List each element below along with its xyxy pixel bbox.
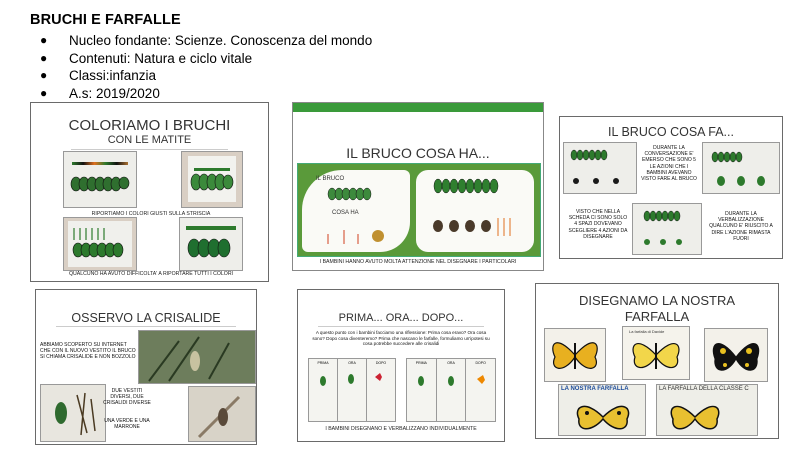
slide-caption: RIPORTIAMO I COLORI GIUSTI SULLA STRISCIA: [91, 211, 211, 217]
chrysalis-photo: [138, 330, 256, 384]
caterpillar-drawing-photo: [63, 217, 137, 271]
worksheet-photo: PRIMA ORA DOPO: [406, 358, 496, 422]
butterfly-drawing-photo: [704, 328, 768, 382]
caterpillar-drawing-photo: [63, 151, 137, 208]
worksheet-label-cosa-ha: COSA HA: [332, 210, 359, 216]
handwriting-text: LA FARFALLA DELLA CLASSE C: [659, 386, 749, 392]
butterfly-drawing-photo: [656, 384, 758, 436]
bullet-icon: ●: [40, 68, 48, 82]
info-item-nucleo: ● Nucleo fondante: Scienze. Conoscenza del mondo: [40, 33, 373, 48]
handwriting-text: LA NOSTRA FARFALLA: [561, 386, 629, 392]
slide-title: DISEGNAMO LA NOSTRA: [578, 293, 736, 308]
slide-prima-ora-dopo[interactable]: [297, 289, 505, 442]
chrysalis-photo: [188, 386, 256, 442]
page-title: BRUCHI E FARFALLE: [30, 12, 181, 28]
slide-note: DURANTE LA CONVERSAZIONE E' EMERSO CHE SONO 5 LE AZIONI CHE I BAMBINI AVEVANO VISTO FARE AL BRUCO: [641, 145, 697, 183]
slide-title: COLORIAMO I BRUCHI: [68, 117, 231, 134]
butterfly-drawing-photo: [544, 328, 606, 382]
activity-drawing-photo: [632, 203, 702, 255]
slide-title: OSSERVO LA CRISALIDE: [71, 311, 221, 325]
butterfly-drawing-photo: [622, 326, 690, 380]
slide-note: VISTO CHE NELLA SCHEDA CI SONO SOLO 4 SPAZI DOVEVANO SCEGLIERE 4 AZIONI DA DISEGNARE: [568, 209, 628, 240]
slide-title: FARFALLA: [624, 309, 690, 324]
info-list: [40, 32, 372, 102]
slide-title: IL BRUCO COSA FA...: [608, 125, 734, 139]
bullet-icon: ●: [40, 33, 48, 47]
slide-bruco-cosa-ha[interactable]: [292, 102, 544, 271]
slide-intro: A questo punto con i bambini facciamo una riflessione: Prima cosa eravo? Ora cosa sono? Dopo cosa diventeremo? Prima che nascano le farfalle, formuliamo un'ipotesi su cosa potrebbe succedere alle crisalidi: [312, 330, 490, 347]
info-item-classi: ● Classi:infanzia: [40, 68, 157, 83]
slide-osservo-crisalide[interactable]: [35, 289, 257, 445]
slide-subtitle: CON LE MATITE: [107, 134, 192, 146]
worksheet-photo: [297, 163, 541, 257]
slide-disegnamo-farfalla[interactable]: [535, 283, 779, 439]
bullet-icon: ●: [40, 50, 48, 65]
slide-note: DURANTE LA VERBALIZZAZIONE QUALCUNO E' RIUSCITO A DIRE L'AZIONE RIMASTA FUORI: [709, 211, 773, 242]
bullet-icon: ●: [40, 85, 48, 100]
handwriting-text: La farfalla di Davide: [629, 329, 665, 334]
slide-caption: I BAMBINI DISEGNANO E VERBALIZZANO INDIVIDUALMENTE: [325, 426, 477, 432]
slide-title: PRIMA... ORA... DOPO...: [338, 312, 464, 324]
slide-caption: QUALCUNO HA AVUTO DIFFICOLTA' A RIPORTARE TUTTI I COLORI: [68, 271, 234, 277]
slide-text: ABBIAMO SCOPERTO SU INTERNET CHE CON IL NUOVO VESTITO IL BRUCO SI CHIAMA CRISALIDE E NON BOZZOLO: [40, 342, 136, 361]
slide-caption: I BAMBINI HANNO AVUTO MOLTA ATTENZIONE NEL DISEGNARE I PARTICOLARI: [319, 259, 517, 265]
activity-drawing-photo: [702, 142, 780, 194]
info-item-anno: ● A.s: 2019/2020: [40, 85, 160, 101]
slide-bruco-cosa-fa[interactable]: [559, 116, 783, 259]
caterpillar-drawing-photo: [179, 217, 243, 271]
worksheet-photo: PRIMA ORA DOPO: [308, 358, 396, 422]
chrysalis-photo: [40, 384, 106, 442]
activity-drawing-photo: [563, 142, 637, 194]
slide-text: UNA VERDE E UNA MARRONE: [104, 418, 150, 431]
butterfly-drawing-photo: [558, 384, 646, 436]
slide-title: IL BRUCO COSA HA...: [346, 145, 490, 161]
info-item-contenuti: ● Contenuti: Natura e ciclo vitale: [40, 50, 253, 66]
worksheet-label-bruco: IL BRUCO: [316, 176, 345, 182]
caterpillar-drawing-photo: [181, 151, 243, 208]
slide-coloriamo-bruchi[interactable]: [30, 102, 269, 282]
slide-text: DUE VESTITI DIVERSI, DUE CRISALIDI DIVERSE: [103, 388, 151, 407]
